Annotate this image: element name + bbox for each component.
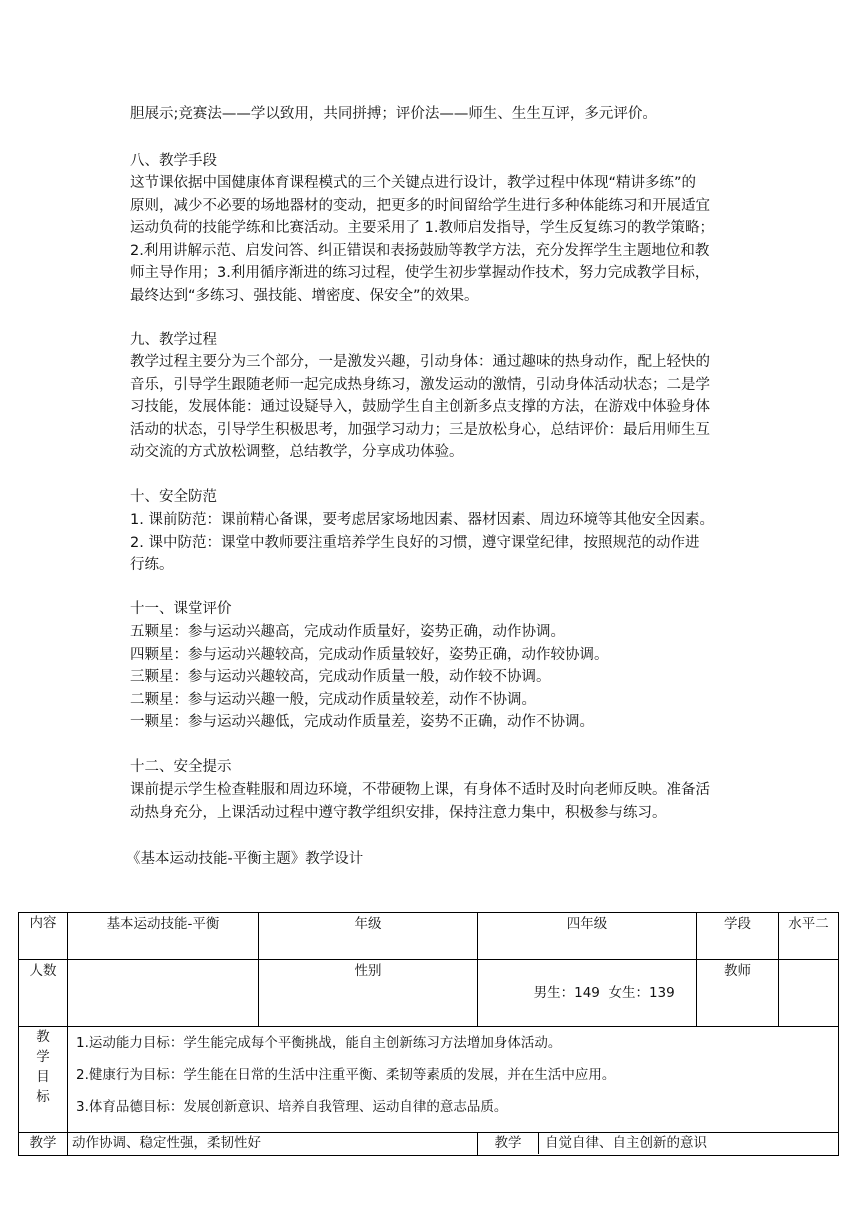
text-line: 三颗星：参与运动兴趣较高，完成动作质量一般，动作较不协调。 bbox=[130, 669, 551, 685]
section-heading-safety-precautions: 十、安全防范 bbox=[130, 489, 217, 505]
teacher-label: 教师 bbox=[724, 963, 751, 979]
stage-label-cell bbox=[697, 913, 779, 960]
text-line: 动交流的方式放松调整，总结教学，分享成功体验。 bbox=[130, 444, 464, 460]
text-line: 2. 课中防范：课堂中教师要注重培养学生良好的习惯，遵守课堂纪律，按照规范的动作进 bbox=[130, 534, 700, 551]
text-line: 一颗星：参与运动兴趣低，完成动作质量差，姿势不正确，动作不协调。 bbox=[130, 714, 594, 730]
content-label-cell bbox=[19, 913, 68, 960]
text-line: 2.利用讲解示范、启发问答、纠正错误和表扬鼓励等教学方法，充分发挥学生主题地位和教 bbox=[130, 242, 710, 259]
objectives-label-char: 标 bbox=[36, 1089, 50, 1105]
grade-value: 四年级 bbox=[566, 916, 608, 932]
text-line: 行练。 bbox=[130, 557, 174, 573]
content-value-cell bbox=[68, 913, 259, 960]
table-row bbox=[19, 913, 839, 960]
section-body-teaching-means bbox=[130, 172, 736, 307]
count-label: 人数 bbox=[29, 963, 57, 979]
text-line: 活动的状态，引导学生积极思考，加强学习动力；三是放松身心，总结评价：最后用师生互 bbox=[130, 421, 710, 438]
table-row bbox=[19, 1027, 839, 1133]
text-line: 最终达到“多练习、强技能、增密度、保安全”的效果。 bbox=[130, 287, 479, 304]
text-line: 1. 课前防范：课前精心备课，要考虑居家场地因素、器材因素、周边环境等其他安全因素。 bbox=[130, 512, 714, 528]
gender-value-cell bbox=[478, 960, 697, 1027]
lesson-plan-table bbox=[18, 912, 839, 1156]
table-row bbox=[19, 1133, 839, 1156]
text-line: 运动负荷的技能学练和比赛活动。主要采用了 1.教师启发指导，学生反复练习的教学策略； bbox=[130, 220, 714, 236]
text-line: 胆展示;竞赛法——学以致用，共同拼搏；评价法——师生、生生互评，多元评价。 bbox=[130, 106, 657, 122]
section-body-class-evaluation bbox=[130, 621, 736, 734]
section-heading-teaching-process: 九、教学过程 bbox=[130, 332, 217, 348]
teacher-value-cell bbox=[779, 960, 839, 1027]
gender-label-cell bbox=[259, 960, 478, 1027]
count-label-cell bbox=[19, 960, 68, 1027]
objectives-label-cell bbox=[19, 1027, 68, 1133]
text-line: 教学过程主要分为三个部分，一是激发兴趣，引动身体：通过趣味的热身动作，配上轻快的 bbox=[130, 354, 710, 370]
teaching-label-a: 教学 bbox=[29, 1135, 57, 1151]
text-line: 动热身充分，上课活动过程中遵守教学组织安排，保持注意力集中，积极参与练习。 bbox=[130, 804, 667, 821]
text-line: 二颗星：参与运动兴趣一般，完成动作质量较差，动作不协调。 bbox=[130, 691, 536, 708]
grade-label-cell bbox=[259, 913, 478, 960]
section-heading-teaching-means: 八、教学手段 bbox=[130, 153, 217, 169]
gender-label: 性别 bbox=[354, 963, 382, 979]
table-row bbox=[19, 960, 839, 1027]
teaching-split-cell bbox=[478, 1133, 839, 1156]
stage-label: 学段 bbox=[724, 916, 751, 932]
text-line: 五颗星：参与运动兴趣高，完成动作质量好，姿势正确，动作协调。 bbox=[130, 624, 565, 640]
teaching-value-a-cell bbox=[68, 1133, 478, 1156]
text-line: 课前提示学生检查鞋服和周边环境，不带硬物上课，有身体不适时及时向老师反映。准备活 bbox=[130, 782, 710, 798]
section-heading-class-evaluation: 十一、课堂评价 bbox=[130, 601, 232, 617]
teaching-value-b: 自觉自律、自主创新的意识 bbox=[545, 1135, 707, 1151]
objective-item: 3.体育品德目标：发展创新意识、培养自我管理、运动自律的意志品质。 bbox=[76, 1099, 508, 1115]
section-heading-safety-tips: 十二、安全提示 bbox=[130, 759, 232, 775]
objective-item: 1.运动能力目标：学生能完成每个平衡挑战，能自主创新练习方法增加身体活动。 bbox=[76, 1035, 562, 1051]
teaching-value-a: 动作协调、稳定性强，柔韧性好 bbox=[72, 1135, 261, 1151]
stage-value-cell bbox=[779, 913, 839, 960]
text-line: 师主导作用；3.利用循序渐进的练习过程，使学生初步掌握动作技术，努力完成教学目标， bbox=[130, 265, 710, 281]
objective-item: 2.健康行为目标：学生能在日常的生活中注重平衡、柔韧等素质的发展，并在生活中应用。 bbox=[76, 1067, 616, 1083]
count-value-cell bbox=[68, 960, 259, 1027]
text-line: 音乐，引导学生跟随老师一起完成热身练习，激发运动的激情，引动身体活动状态；二是学 bbox=[130, 376, 710, 393]
teaching-label-a-cell bbox=[19, 1133, 68, 1156]
intro-line bbox=[130, 103, 736, 126]
grade-value-cell bbox=[478, 913, 697, 960]
teacher-label-cell bbox=[697, 960, 779, 1027]
content-value: 基本运动技能-平衡 bbox=[106, 916, 220, 932]
gender-value: 男生：149 女生：139 bbox=[533, 985, 675, 1001]
objectives-cell bbox=[68, 1027, 839, 1133]
content-label: 内容 bbox=[29, 915, 57, 931]
objectives-label-char: 学 bbox=[36, 1049, 50, 1065]
section-body-safety-precautions bbox=[130, 509, 736, 577]
text-line: 这节课依据中国健康体育课程模式的三个关键点进行设计，教学过程中体现“精讲多练”的 bbox=[130, 175, 697, 191]
text-line: 原则，减少不必要的场地器材的变动，把更多的时间留给学生进行多种体能练习和开展适宜 bbox=[130, 197, 710, 214]
grade-label: 年级 bbox=[354, 916, 382, 932]
text-line: 习技能，发展体能：通过设疑导入，鼓励学生自主创新多点支撑的方法，在游戏中体验身体 bbox=[130, 399, 710, 415]
teaching-label-b: 教学 bbox=[478, 1133, 539, 1154]
document-title: 《基本运动技能-平衡主题》教学设计 bbox=[126, 851, 364, 867]
text-line: 四颗星：参与运动兴趣较高，完成动作质量较好，姿势正确，动作较协调。 bbox=[130, 646, 609, 663]
section-body-safety-tips bbox=[130, 779, 736, 824]
stage-value: 水平二 bbox=[788, 916, 829, 932]
objectives-label-char: 教 bbox=[36, 1029, 50, 1045]
section-body-teaching-process bbox=[130, 351, 736, 464]
objectives-label-char: 目 bbox=[36, 1069, 50, 1085]
